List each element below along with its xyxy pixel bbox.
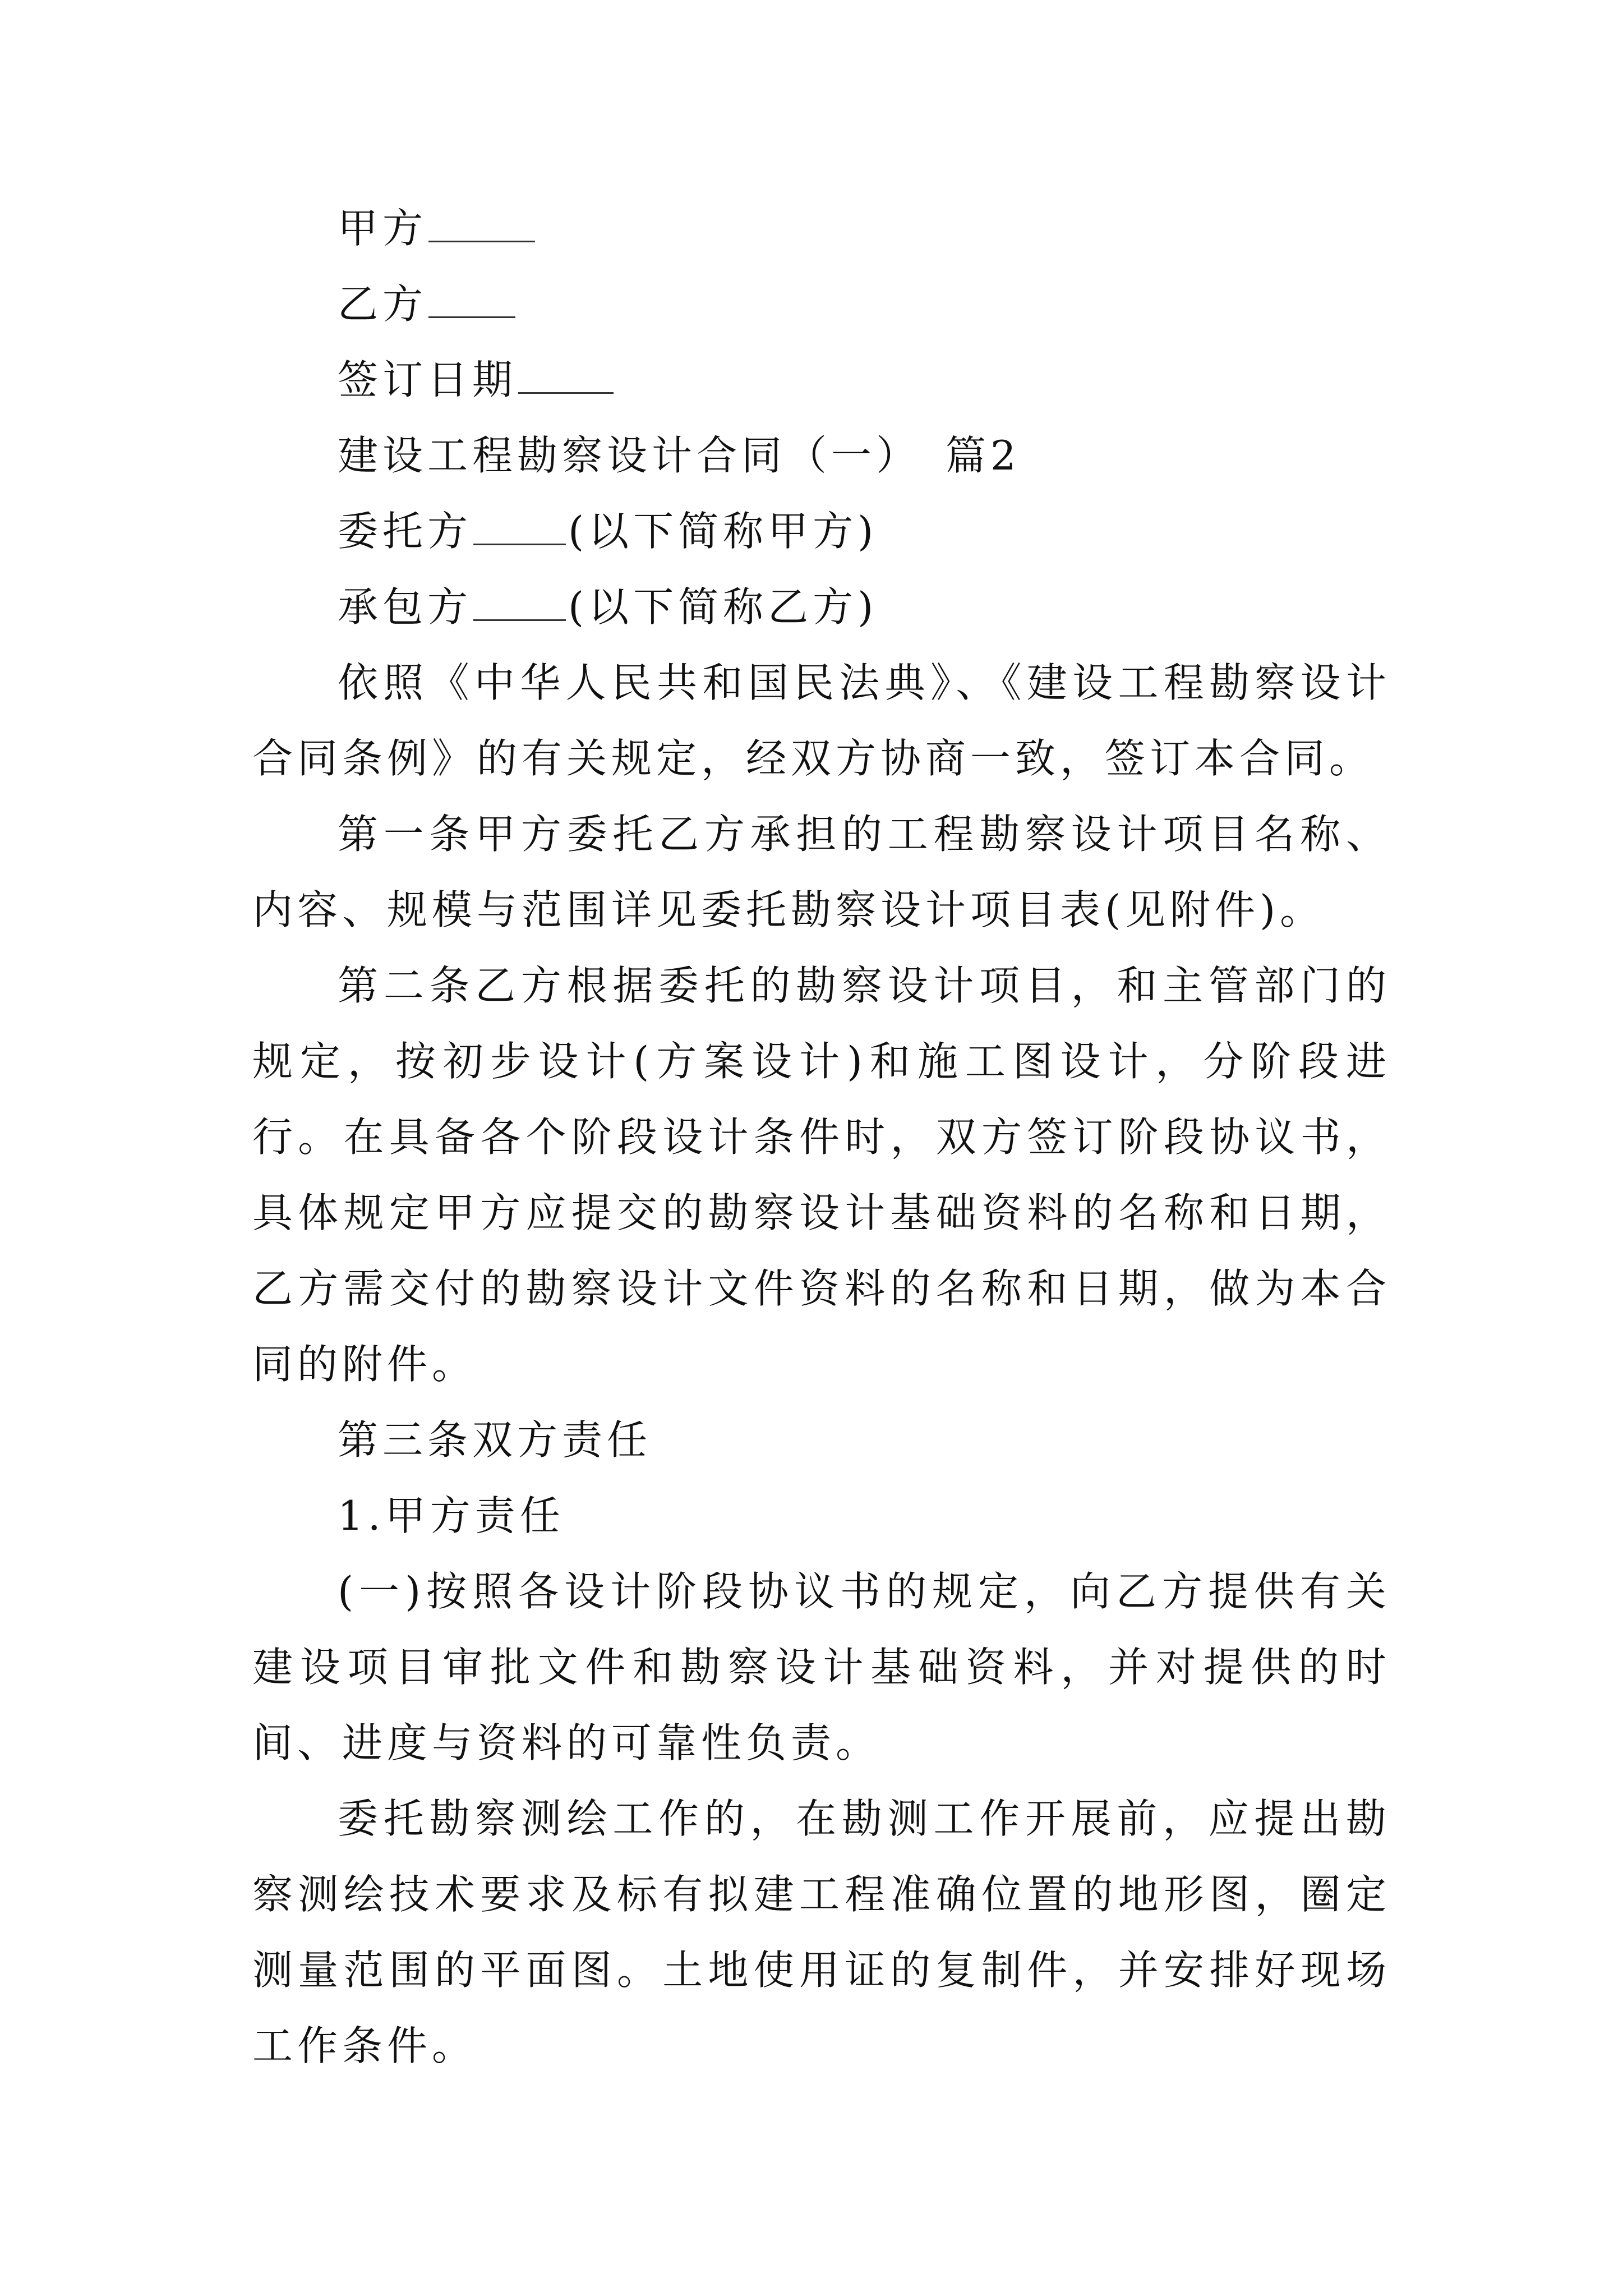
party-a-blank[interactable] [428, 206, 535, 242]
contractor-blank[interactable] [473, 585, 566, 621]
duty-1-paragraph: (一)按照各设计阶段协议书的规定，向乙方提供有关建设项目审批文件和勘察设计基础资料，并对提供的时间、进度与资料的可靠性负责。 [252, 1568, 1391, 1766]
sign-date-line [252, 342, 1391, 418]
article-1-paragraph: 第一条甲方委托乙方承担的工程勘察设计项目名称、内容、规模与范围详见委托勘察设计项目表(见附件)。 [252, 811, 1391, 933]
survey-paragraph: 委托勘察测绘工作的，在勘测工作开展前，应提出勘察测绘技术要求及标有拟建工程准确位置的地形图，圈定测量范围的平面图。土地使用证的复制件，并安排好现场工作条件。 [252, 1795, 1391, 2069]
sign-date-blank[interactable] [518, 357, 614, 394]
contractor-line [252, 569, 1391, 645]
client-suffix: (以下简称甲方) [568, 508, 878, 555]
party-a-label: 甲方 [338, 205, 428, 252]
party-a-duty-title: 1.甲方责任 [338, 1492, 565, 1539]
client-blank[interactable] [473, 509, 566, 545]
article-3-title: 第三条双方责任 [338, 1416, 652, 1464]
client-line [252, 494, 1391, 569]
sign-date-label: 签订日期 [338, 356, 518, 403]
contractor-suffix: (以下简称乙方) [568, 583, 878, 631]
party-b-label: 乙方 [338, 280, 428, 328]
contractor-label: 承包方 [338, 583, 473, 631]
party-b-blank[interactable] [428, 282, 515, 318]
party-b-line [252, 266, 1391, 342]
basis-paragraph: 依照《中华人民共和国民法典》、《建设工程勘察设计合同条例》的有关规定，经双方协商一致，签订本合同。 [252, 659, 1391, 782]
section-title: 建设工程勘察设计合同（一） 篇2 [338, 432, 1021, 479]
client-label: 委托方 [338, 508, 473, 555]
document-page [252, 191, 1391, 2084]
party-a-line [252, 191, 1391, 266]
article-2-paragraph: 第二条乙方根据委托的勘察设计项目，和主管部门的规定，按初步设计(方案设计)和施工图设计，分阶段进行。在具备各个阶段设计条件时，双方签订阶段协议书，具体规定甲方应提交的勘察设计基础资料的名称和日期，乙方需交付的勘察设计文件资料的名称和日期，做为本合同的附件。 [252, 962, 1391, 1388]
